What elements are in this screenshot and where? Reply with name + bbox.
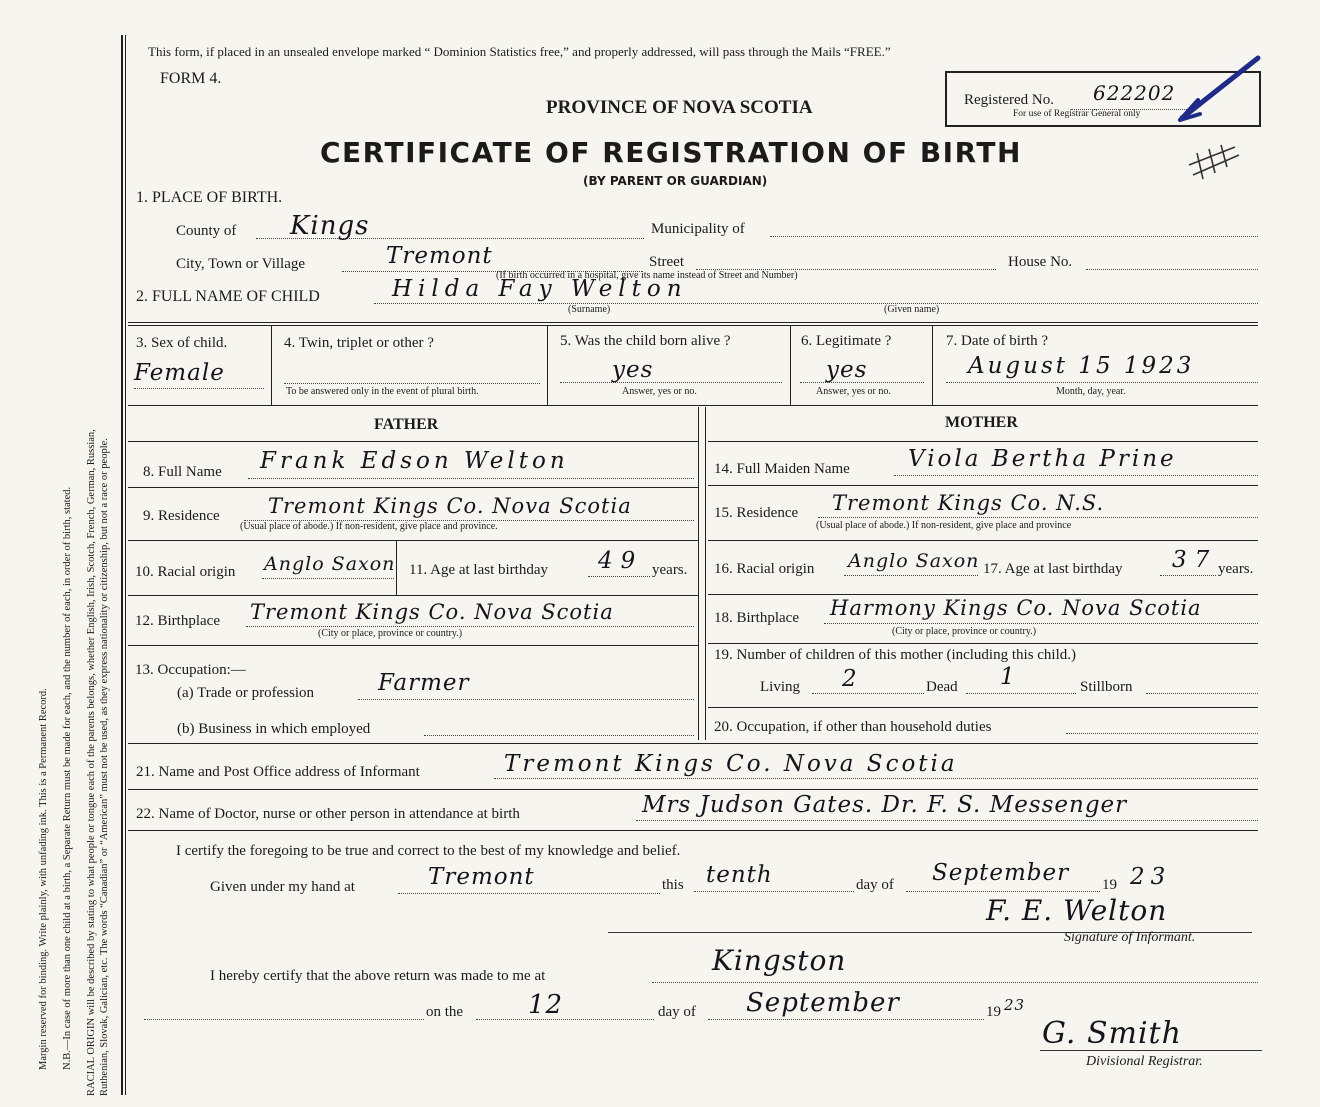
parents-rule-bottom <box>128 743 1258 744</box>
informant-signature: F. E. Welton <box>986 894 1168 927</box>
return-place-line <box>652 982 1258 983</box>
sex-label: 3. Sex of child. <box>136 335 228 351</box>
year-value: 23 <box>1130 864 1172 890</box>
mother-occupation-label: 20. Occupation, if other than household duties <box>714 719 992 735</box>
form-number: FORM 4. <box>160 70 222 87</box>
row-rule-top-2 <box>128 325 1258 326</box>
certificate-title: CERTIFICATE OF REGISTRATION OF BIRTH <box>320 136 1022 169</box>
father-name-line <box>248 478 694 479</box>
mother-children-label: 19. Number of children of this mother (including this child.) <box>714 647 1077 663</box>
margin-note-racial-origin-2: Ruthenian, Slovak, Galician, etc. The words “Canadian” or “American” must not be used, as they express nationality or citizenship, but not a race or people. <box>99 438 110 1096</box>
father-years: years. <box>652 562 688 578</box>
father-rule-3 <box>128 540 698 541</box>
informant-rule <box>128 789 1258 790</box>
given-label: Given under my hand at <box>210 879 355 895</box>
father-occupation-label: 13. Occupation:— <box>135 662 246 678</box>
father-racial-value: Anglo Saxon <box>264 553 396 575</box>
mother-occupation-line <box>1066 733 1258 734</box>
parents-rule-1 <box>128 441 698 442</box>
dob-line <box>946 382 1258 383</box>
mother-birthplace-note: (City or place, province or country.) <box>892 626 1037 637</box>
col-rule-3 <box>790 325 791 405</box>
city-value: Tremont <box>386 243 493 269</box>
on-year-prefix: 19 <box>986 1004 1001 1020</box>
col-rule-2 <box>547 325 548 405</box>
sex-value: Female <box>134 360 225 386</box>
father-birthplace-line <box>246 626 694 627</box>
living-label: Living <box>760 679 800 695</box>
father-name-label: 8. Full Name <box>143 464 222 480</box>
registrar-note: For use of Registrar General only <box>1013 109 1141 119</box>
dead-line <box>966 693 1076 694</box>
mother-heading: MOTHER <box>945 414 1018 431</box>
father-racial-divider <box>396 540 397 595</box>
alive-label: 5. Was the child born alive ? <box>560 333 731 349</box>
on-day-value: 12 <box>528 990 564 1020</box>
certificate-subtitle: (BY PARENT OR GUARDIAN) <box>583 174 768 188</box>
row-rule-bottom <box>128 405 1258 406</box>
mother-name-line <box>894 475 1258 476</box>
municipality-label: Municipality of <box>651 221 745 237</box>
dob-label: 7. Date of birth ? <box>946 333 1049 349</box>
on-the-leading-line <box>144 1019 424 1020</box>
mother-birthplace-value: Harmony Kings Co. Nova Scotia <box>830 596 1202 620</box>
father-residence-note: (Usual place of abode.) If non-resident, give place and province. <box>240 521 498 532</box>
this-label: this <box>662 877 684 893</box>
parents-divider <box>698 407 699 740</box>
registered-label: Registered No. <box>964 92 1054 108</box>
child-name-line <box>374 303 1258 304</box>
on-month-value: September <box>746 988 900 1018</box>
father-rule-2 <box>128 487 698 488</box>
col-rule-1 <box>271 325 272 405</box>
doctor-value: Mrs Judson Gates. Dr. F. S. Messenger <box>642 792 1128 818</box>
father-birthplace-note: (City or place, province or country.) <box>318 628 463 639</box>
informant-line <box>494 778 1258 779</box>
father-rule-4 <box>128 595 698 596</box>
on-day-of-label: day of <box>658 1004 696 1020</box>
father-age-line <box>588 576 650 577</box>
legitimate-label: 6. Legitimate ? <box>801 333 892 349</box>
place-of-birth-heading: 1. PLACE OF BIRTH. <box>136 189 283 206</box>
hospital-note: (If birth occurred in a hospital, give its name instead of Street and Number) <box>496 270 798 281</box>
return-label: I hereby certify that the above return was made to me at <box>210 968 546 984</box>
registrar-signature: G. Smith <box>1042 1016 1182 1051</box>
alive-line <box>560 382 782 383</box>
father-birthplace-value: Tremont Kings Co. Nova Scotia <box>250 600 614 624</box>
child-name-label: 2. FULL NAME OF CHILD <box>136 288 320 305</box>
year-prefix: 19 <box>1102 877 1117 893</box>
doctor-label: 22. Name of Doctor, nurse or other person in attendance at birth <box>136 806 520 822</box>
mother-rule-6 <box>708 707 1258 708</box>
mother-birthplace-label: 18. Birthplace <box>714 610 799 626</box>
parents-rule-1m <box>708 441 1258 442</box>
signature-label: Signature of Informant. <box>1064 930 1196 945</box>
mother-racial-line <box>844 575 978 576</box>
margin-rule-inner <box>125 35 126 1095</box>
father-residence-label: 9. Residence <box>143 508 220 524</box>
day-line <box>694 891 854 892</box>
mother-racial-value: Anglo Saxon <box>848 550 980 572</box>
mother-age-line <box>1160 575 1216 576</box>
given-place-line <box>398 893 660 894</box>
house-label: House No. <box>1008 254 1073 270</box>
stamp-mark <box>1185 135 1245 183</box>
on-the-label: on the <box>426 1004 464 1020</box>
father-rule-5 <box>128 645 698 646</box>
county-label: County of <box>176 223 237 239</box>
doctor-rule <box>128 830 1258 831</box>
mother-residence-label: 15. Residence <box>714 505 799 521</box>
mother-residence-note: (Usual place of abode.) If non-resident, give place and province <box>816 520 1072 531</box>
legitimate-note: Answer, yes or no. <box>816 386 891 397</box>
informant-label: 21. Name and Post Office address of Informant <box>136 764 420 780</box>
given-place-value: Tremont <box>428 864 535 890</box>
parents-divider-2 <box>705 407 706 740</box>
margin-note-plural-birth: N.B.—In case of more than one child at a birth, a Separate Return must be made for each, and the number of each, in order of birth, stated. <box>62 486 73 1070</box>
living-line <box>812 693 924 694</box>
twin-note: To be answered only in the event of plural birth. <box>286 386 479 397</box>
dob-value: August 15 1923 <box>968 353 1195 379</box>
mother-age-label: 17. Age at last birthday <box>983 561 1123 577</box>
father-racial-label: 10. Racial origin <box>135 564 236 580</box>
month-line <box>906 891 1100 892</box>
mother-years: years. <box>1218 561 1254 577</box>
mother-racial-label: 16. Racial origin <box>714 561 815 577</box>
house-line <box>1086 269 1258 270</box>
father-business-line <box>424 735 694 736</box>
dob-note: Month, day, year. <box>1056 386 1126 397</box>
row-rule-top <box>128 322 1258 323</box>
twin-line <box>284 383 540 384</box>
dead-value: 1 <box>1000 664 1016 690</box>
living-value: 2 <box>842 666 858 692</box>
given-name-note: (Given name) <box>884 304 940 315</box>
province-heading: PROVINCE OF NOVA SCOTIA <box>546 97 813 118</box>
father-trade-label: (a) Trade or profession <box>177 685 315 701</box>
mother-rule-2 <box>708 485 1258 486</box>
alive-note: Answer, yes or no. <box>622 386 697 397</box>
mother-birthplace-line <box>824 623 1258 624</box>
informant-value: Tremont Kings Co. Nova Scotia <box>504 751 958 777</box>
certify-statement: I certify the foregoing to be true and correct to the best of my knowledge and belief. <box>176 843 681 859</box>
mother-name-value: Viola Bertha Prine <box>908 446 1177 472</box>
father-age-value: 49 <box>598 548 644 574</box>
col-rule-4 <box>932 325 933 405</box>
street-label: Street <box>649 254 684 270</box>
dead-label: Dead <box>926 679 958 695</box>
mother-rule-5 <box>708 643 1258 644</box>
registered-value: 622202 <box>1093 81 1176 105</box>
doctor-line <box>636 820 1258 821</box>
father-trade-value: Farmer <box>378 670 470 696</box>
margin-note-binding: Margin reserved for binding. Write plainly, with unfading ink. This is a Permanent Record. <box>38 688 49 1070</box>
day-of-label: day of <box>856 877 894 893</box>
stillborn-label: Stillborn <box>1080 679 1133 695</box>
twin-label: 4. Twin, triplet or other ? <box>284 335 434 351</box>
on-day-line <box>476 1019 654 1020</box>
county-value: Kings <box>290 211 370 241</box>
father-heading: FATHER <box>374 416 439 433</box>
father-racial-line <box>262 578 394 579</box>
mother-residence-value: Tremont Kings Co. N.S. <box>832 491 1105 515</box>
mother-rule-3 <box>708 540 1258 541</box>
return-place-value: Kingston <box>712 944 847 977</box>
alive-value: yes <box>612 357 654 383</box>
registrar-label: Divisional Registrar. <box>1086 1054 1203 1069</box>
stillborn-line <box>1146 693 1258 694</box>
father-residence-value: Tremont Kings Co. Nova Scotia <box>268 494 632 518</box>
check-arrow-mark <box>1170 52 1270 128</box>
sex-line <box>134 388 264 389</box>
on-year-value: 23 <box>1004 996 1026 1014</box>
surname-note: (Surname) <box>568 304 611 315</box>
on-month-line <box>708 1019 984 1020</box>
mail-notice: This form, if placed in an unsealed envelope marked “ Dominion Statistics free,” and properly addressed, will pass through the Mails “FREE.” <box>148 44 891 59</box>
mother-rule-4 <box>708 594 1258 595</box>
margin-rule <box>121 35 123 1095</box>
registrar-line <box>1040 1050 1262 1051</box>
day-value: tenth <box>706 862 773 888</box>
father-birthplace-label: 12. Birthplace <box>135 613 220 629</box>
mother-name-label: 14. Full Maiden Name <box>714 461 850 477</box>
father-name-value: Frank Edson Welton <box>260 448 569 474</box>
child-name-value: Hilda Fay Welton <box>392 276 688 302</box>
city-label: City, Town or Village <box>176 256 306 272</box>
father-age-label: 11. Age at last birthday <box>409 562 548 578</box>
father-business-label: (b) Business in which employed <box>177 721 371 737</box>
municipality-line <box>770 236 1258 237</box>
month-value: September <box>932 860 1070 886</box>
mother-age-value: 37 <box>1172 547 1218 573</box>
mother-residence-line <box>818 517 1258 518</box>
margin-note-racial-origin: RACIAL ORIGIN will be described by stating to what people or tongue each of the parents belongs, whether English, Irish, Scotch, French, German, Russian, <box>86 429 97 1096</box>
father-trade-line <box>358 699 694 700</box>
legitimate-value: yes <box>826 357 868 383</box>
